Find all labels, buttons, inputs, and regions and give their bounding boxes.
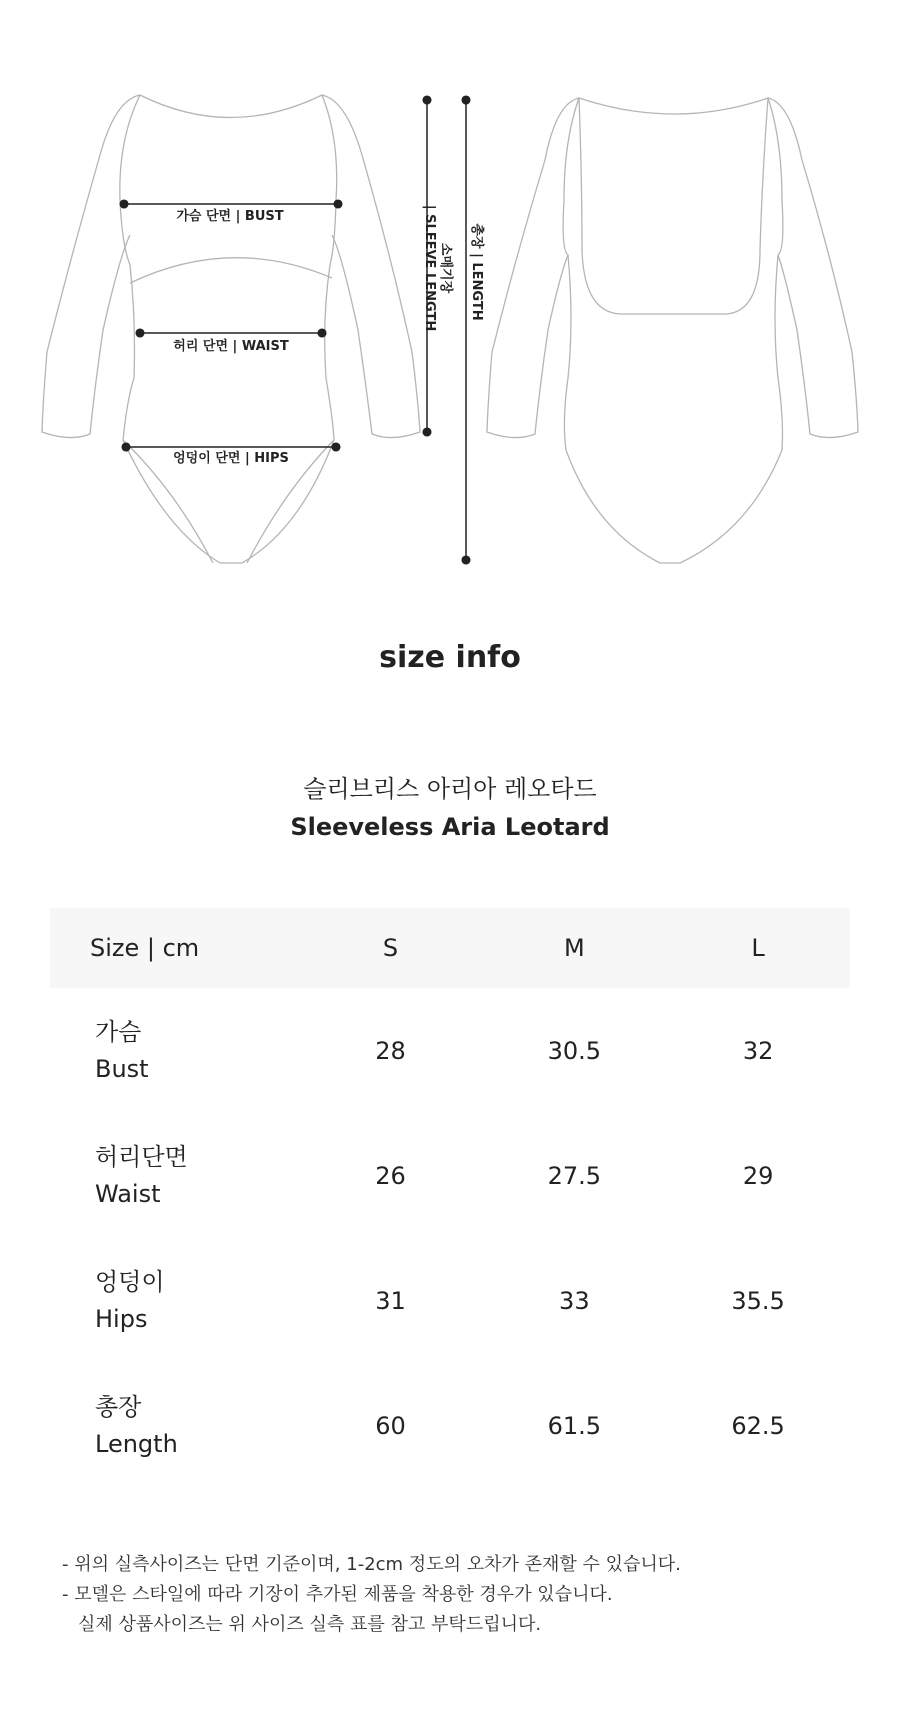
page-title: size info	[379, 640, 521, 675]
header-size-l: L	[751, 934, 765, 962]
leotard-front-drawing	[42, 95, 420, 563]
row-label-en: Waist	[95, 1179, 161, 1208]
cell-s: 26	[375, 1161, 406, 1190]
sleeve-length-label-en: | SLEEVE LENGTH	[422, 204, 437, 332]
note-line-1: - 위의 실측사이즈는 단면 기준이며, 1-2cm 정도의 오차가 존재할 수 있습니다.	[62, 1554, 681, 1575]
cell-m: 30.5	[547, 1036, 602, 1065]
header-size-m: M	[563, 934, 585, 962]
row-label-en: Length	[95, 1429, 178, 1458]
cell-l: 35.5	[731, 1286, 785, 1315]
cell-m: 27.5	[547, 1161, 602, 1190]
cell-l: 29	[742, 1161, 774, 1190]
table-row-waist	[50, 1113, 850, 1238]
sleeve-length-label-ko: 소매기장	[438, 242, 453, 294]
table-row-hips	[50, 1238, 850, 1363]
total-length-label: 총장 | LENGTH	[469, 223, 484, 321]
cell-s: 60	[375, 1411, 406, 1440]
cell-l: 62.5	[731, 1411, 785, 1440]
row-label-ko: 총장	[95, 1392, 142, 1421]
row-label	[50, 1389, 299, 1463]
leotard-measurement-diagram	[0, 0, 900, 580]
note-line-3: 실제 상품사이즈는 위 사이즈 실측 표를 참고 부탁드립니다.	[78, 1614, 542, 1635]
product-name	[0, 770, 900, 846]
row-label	[50, 1139, 299, 1213]
product-name-en: Sleeveless Aria Leotard	[290, 813, 610, 841]
hips-label: 엉덩이 단면 | HIPS	[173, 451, 289, 466]
row-label-ko: 허리단면	[95, 1142, 188, 1171]
leotard-back-drawing	[487, 98, 858, 563]
row-label-en: Hips	[95, 1304, 148, 1333]
row-label-en: Bust	[95, 1054, 149, 1083]
measurement-lines	[120, 96, 470, 564]
cell-s: 31	[375, 1286, 406, 1315]
table-row-bust	[50, 988, 850, 1113]
header-unit: Size | cm	[90, 934, 200, 962]
cell-s: 28	[375, 1036, 406, 1065]
waist-label: 허리 단면 | WAIST	[173, 339, 289, 354]
header-size-s: S	[382, 934, 399, 962]
cell-m: 33	[559, 1286, 590, 1315]
note-line-2: - 모델은 스타일에 따라 기장이 추가된 제품을 착용한 경우가 있습니다.	[62, 1584, 613, 1605]
bust-label: 가슴 단면 | BUST	[176, 209, 284, 224]
product-name-ko: 슬리브리스 아리아 레오타드	[303, 775, 597, 803]
row-label	[50, 1264, 299, 1338]
row-label	[50, 1014, 299, 1088]
size-table	[50, 908, 850, 1488]
row-label-ko: 가슴	[95, 1017, 142, 1046]
cell-l: 32	[742, 1036, 774, 1065]
cell-m: 61.5	[547, 1411, 602, 1440]
size-table-header	[50, 908, 850, 988]
row-label-ko: 엉덩이	[95, 1267, 165, 1296]
table-row-length	[50, 1363, 850, 1488]
size-notes	[62, 1550, 862, 1640]
